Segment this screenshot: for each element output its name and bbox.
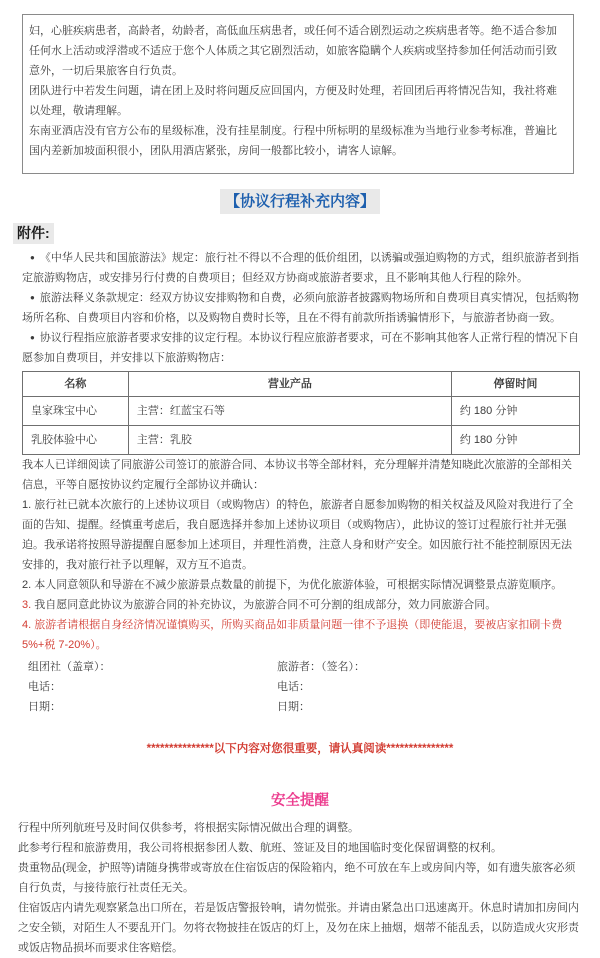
document-page <box>0 14 600 954</box>
item-text: 本人同意领队和导游在不减少旅游景点数量的前提下，为优化旅游体验，可根据实际情况调整景点游览顺序。 <box>34 579 563 591</box>
clause-text: 旅游法释义条款规定：经双方协议安排购物和自费，必须向旅游者披露购物场所和自费项目真实情况，包括购物场所名称、自费项目内容和价格，以及购物自费时长等，且在不得有前款所指诱骗情形下，与旅游者协商一致。 <box>22 292 579 324</box>
health-notice-box <box>22 14 574 174</box>
organizer-phone-label: 电话： <box>28 681 61 693</box>
clause-bullet <box>22 328 580 368</box>
safety-paragraph: 行程中所列航班号及时间仅供参考，将根据实际情况做出合理的调整。 <box>18 822 359 834</box>
signature-row <box>28 697 600 717</box>
table-row <box>23 426 580 455</box>
confirmation-section <box>22 455 580 655</box>
shop-name-cell: 皇家珠宝中心 <box>23 397 129 426</box>
shops-table <box>22 371 580 455</box>
bullet-icon: ● <box>30 253 35 262</box>
table-row <box>23 397 580 426</box>
item-text: 旅行社已就本次旅行的上述协议项目（或购物店）的特色，旅游者自愿参加购物的相关权益及风险对我进行了全面的告知、提醒。经慎重考虑后，我自愿选择并参加上述协议项目（或购物店），此协议的签订过程旅行社并无强迫。我承诺将按照导游提醒自愿参加上述项目，并理性消费，注意人身和财产安全。如因旅行社不能控制原因无法安排的，我对旅行社予以理解，双方互不追责。 <box>22 499 574 571</box>
section-title-row <box>0 189 600 214</box>
shop-time-cell: 约 180 分钟 <box>451 426 579 455</box>
organizer-seal-label: 组团社（盖章）： <box>28 661 111 673</box>
agreement-clauses <box>22 248 580 368</box>
item-number: 1. <box>22 499 32 511</box>
attachment-row <box>13 223 600 245</box>
notice-paragraph: 东南亚酒店没有官方公布的星级标准，没有挂星制度。行程中所标明的星级标准为当地行业参考标准，普遍比国内差新加坡面积很小，团队用酒店紧张，房间一般都比较小，请客人谅解。 <box>29 125 557 157</box>
item-text: 我自愿同意此协议为旅游合同的补充协议，为旅游合同不可分割的组成部分，效力同旅游合同。 <box>34 599 497 611</box>
confirm-item-1 <box>22 495 580 575</box>
tourist-sign-label: 旅游者：（签名）： <box>277 661 365 673</box>
safety-paragraph: 贵重物品(现金，护照等)请随身携带或寄放在住宿饭店的保险箱内，绝不可放在车上或房间内等，如有遗失旅客必须自行负责，与接待旅行社责任无关。 <box>18 862 576 894</box>
safety-paragraph: 此参考行程和旅游费用，我公司将根据参团人数、航班、签证及目的地国临时变化保留调整的权利。 <box>18 842 502 854</box>
shop-time-cell: 约 180 分钟 <box>451 397 579 426</box>
table-header-row <box>23 372 580 397</box>
confirm-item-3 <box>22 595 580 615</box>
item-text: 旅游者请根据自身经济情况谨慎购买，所购买商品如非质量问题一律不予退换（即使能退，要被店家扣刷卡费 5%+税 7-20%）。 <box>22 619 563 651</box>
signature-row <box>28 677 600 697</box>
shop-product-cell: 主营：红蓝宝石等 <box>128 397 451 426</box>
clause-text: 《中华人民共和国旅游法》规定：旅行社不得以不合理的低价组团，以诱骗或强迫购物的方式，组织旅游者到指定旅游购物店，或安排另行付费的自费项目；但经双方协商或旅游者要求，且不影响其他人行程的除外。 <box>22 252 579 284</box>
confirm-item-4 <box>22 615 580 655</box>
bullet-icon: ● <box>30 333 35 342</box>
signature-row <box>28 657 600 677</box>
bullet-icon: ● <box>30 293 35 302</box>
clause-bullet <box>22 248 580 288</box>
organizer-date-label: 日期： <box>28 701 61 713</box>
column-header-time: 停留时间 <box>451 372 579 397</box>
confirm-intro: 我本人已详细阅读了同旅游公司签订的旅游合同、本协议书等全部材料，充分理解并清楚知晓此次旅游的全部相关信息，平等自愿按协议约定履行全部协议并确认： <box>22 459 572 491</box>
shop-name-cell: 乳胶体验中心 <box>23 426 129 455</box>
tourist-phone-label: 电话： <box>277 681 310 693</box>
safety-paragraph: 住宿饭店内请先观察紧急出口所在，若是饭店警报铃响，请勿慌张。并请由紧急出口迅速离开。休息时请加扣房间内之安全锁，对陌生人不要乱开门。勿将衣物披挂在饭店的灯上，及勿在床上抽烟，烟蒂不能乱丢，以防造成火灾形责或饭店物品损坏而要求住客赔偿。 <box>18 902 579 954</box>
tourist-date-label: 日期： <box>277 701 310 713</box>
clause-text: 协议行程指应旅游者要求安排的议定行程。本协议行程应旅游者要求，可在不影响其他客人正常行程的情况下自愿参加自费项目，并安排以下旅游购物店： <box>22 332 579 364</box>
signature-block <box>28 657 600 717</box>
safety-content <box>18 818 582 958</box>
confirm-item-2 <box>22 575 580 595</box>
column-header-product: 营业产品 <box>128 372 451 397</box>
important-notice-line: ***************以下内容对您很重要，请认真阅读*************** <box>146 743 454 755</box>
item-number: 4. <box>22 619 32 631</box>
column-header-name: 名称 <box>23 372 129 397</box>
safety-reminder-title: 安全提醒 <box>271 793 329 809</box>
notice-paragraph: 团队进行中若发生问题，请在团上及时将问题反应回国内，方便及时处理，若回团后再将情况告知，我社将难以处理，敬请理解。 <box>29 85 557 117</box>
clause-bullet <box>22 288 580 328</box>
item-number: 2. <box>22 579 32 591</box>
agreement-section-title: 【协议行程补充内容】 <box>220 189 380 214</box>
item-number: 3. <box>22 599 32 611</box>
notice-paragraph: 妇，心脏疾病患者，高龄者，幼龄者，高低血压病患者，或任何不适合剧烈运动之疾病患者等。绝不适合参加任何水上活动或浮潜或不适应于您个人体质之其它剧烈活动，如旅客隐瞒个人疾病或坚持参加任何活动而引致意外，一切后果旅客自行负责。 <box>29 25 557 77</box>
attachment-label: 附件: <box>13 223 54 244</box>
shop-product-cell: 主营：乳胶 <box>128 426 451 455</box>
safety-title-row <box>0 791 600 812</box>
